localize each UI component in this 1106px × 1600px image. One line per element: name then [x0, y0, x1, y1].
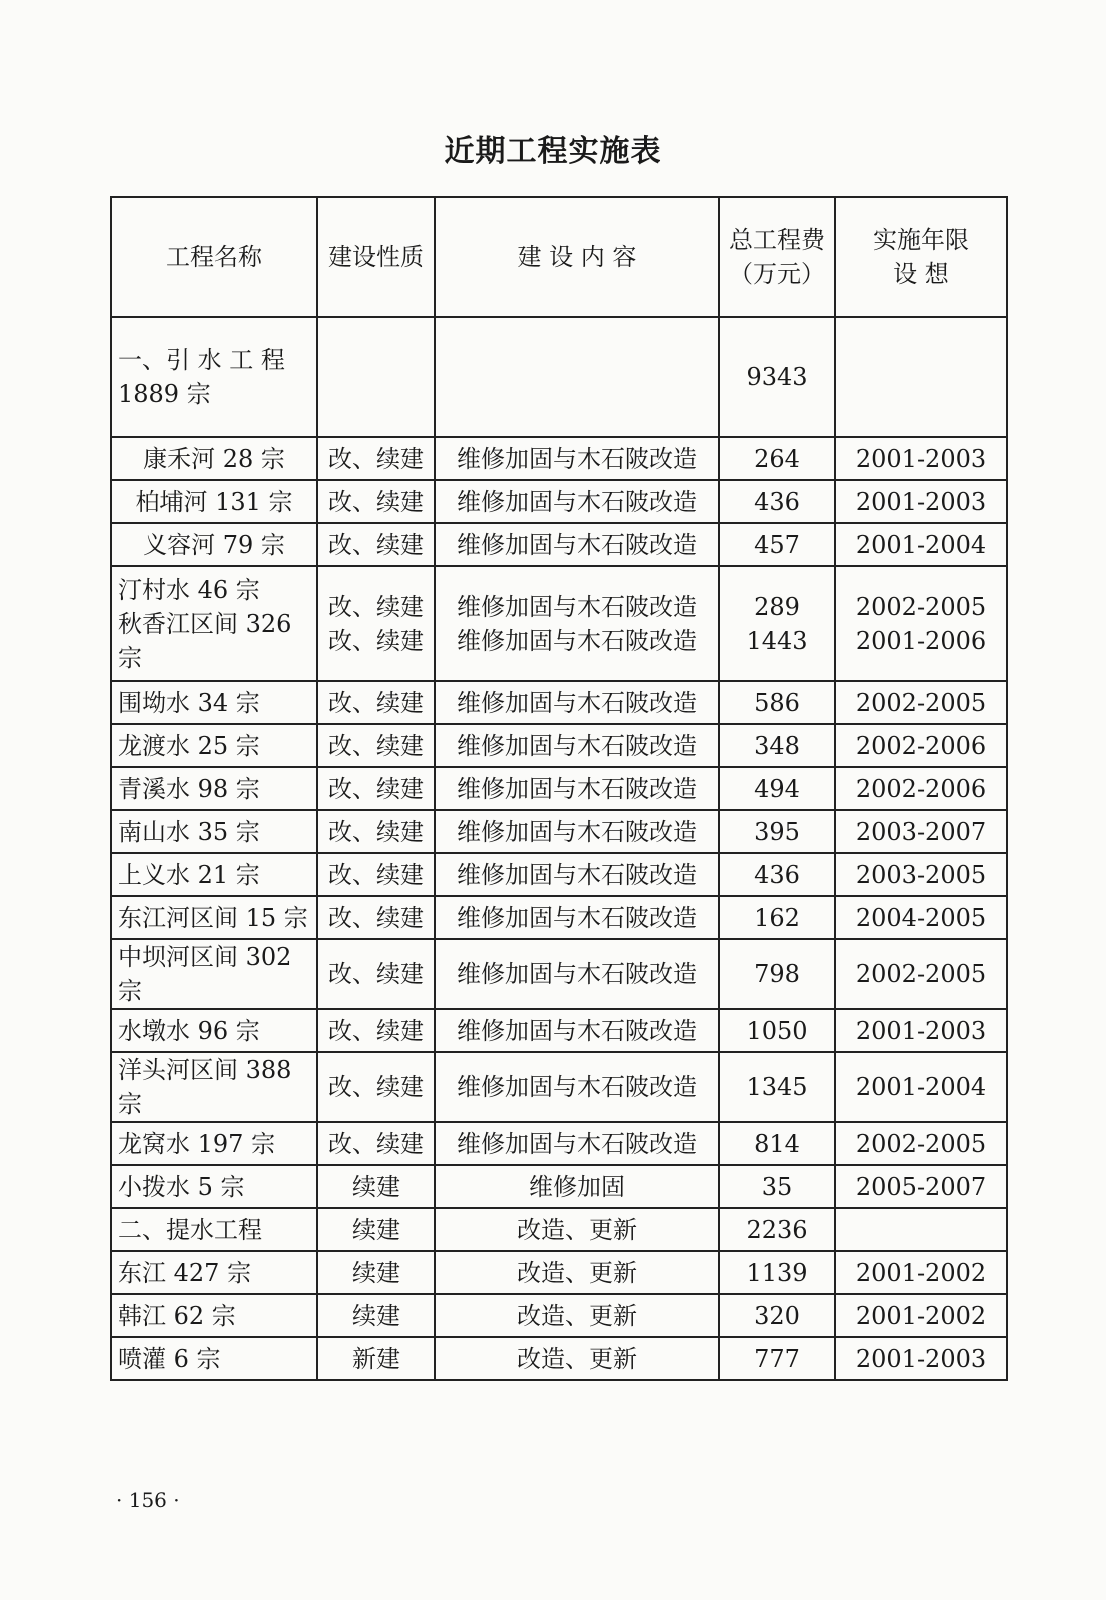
- cell-content: 维修加固与木石陂改造: [435, 681, 719, 724]
- cell-years: 2001-2003: [835, 1009, 1007, 1052]
- cell-years: 2002-2005: [835, 1122, 1007, 1165]
- cell-cost: 494: [719, 767, 835, 810]
- cell-cost: 1345: [719, 1052, 835, 1122]
- cell-nature: 新建: [317, 1337, 435, 1380]
- cell-nature: 改、续建: [317, 724, 435, 767]
- page-number: · 156 ·: [116, 1488, 180, 1512]
- cell-nature: 续建: [317, 1208, 435, 1251]
- cell-content-a: 维修加固与木石陂改造: [457, 592, 697, 621]
- cell-years-a: 2002-2005: [855, 592, 987, 621]
- cell-years-combined: [835, 566, 1007, 681]
- cell-name: 康禾河 28 宗: [111, 437, 317, 480]
- cell-years: 2001-2002: [835, 1251, 1007, 1294]
- section-row-diversion: [111, 317, 1007, 437]
- table-row: [111, 939, 1007, 1009]
- cell-name: 韩江 62 宗: [111, 1294, 317, 1337]
- cell-name: 义容河 79 宗: [111, 523, 317, 566]
- cell-nature: 改、续建: [317, 767, 435, 810]
- cell-cost: 814: [719, 1122, 835, 1165]
- cell-content: 改造、更新: [435, 1337, 719, 1380]
- cell-name: 龙窝水 197 宗: [111, 1122, 317, 1165]
- cell-content-b: 维修加固与木石陂改造: [457, 626, 697, 655]
- cell-nature: 改、续建: [317, 1122, 435, 1165]
- cell-content: 维修加固与木石陂改造: [435, 896, 719, 939]
- section-name: 一、引 水 工 程 1889 宗: [111, 317, 317, 437]
- cell-content: 维修加固与木石陂改造: [435, 1122, 719, 1165]
- cell-years: 2005-2007: [835, 1165, 1007, 1208]
- cell-name: 青溪水 98 宗: [111, 767, 317, 810]
- cell-nature-combined: [317, 566, 435, 681]
- cell-name: 中坝河区间 302 宗: [111, 939, 317, 1009]
- cell-content: 维修加固与木石陂改造: [435, 810, 719, 853]
- cell-years: 2002-2005: [835, 939, 1007, 1009]
- cell-cost: 457: [719, 523, 835, 566]
- cell-years: 2002-2006: [835, 724, 1007, 767]
- cell-cost: 798: [719, 939, 835, 1009]
- cell-nature: 改、续建: [317, 1009, 435, 1052]
- cell-nature: 改、续建: [317, 896, 435, 939]
- cell-content: 维修加固与木石陂改造: [435, 724, 719, 767]
- cell-nature: 续建: [317, 1165, 435, 1208]
- cell-name: 东江河区间 15 宗: [111, 896, 317, 939]
- cell-cost-b: 1443: [746, 626, 808, 655]
- cell-content: 改造、更新: [435, 1294, 719, 1337]
- cell-years: [835, 1208, 1007, 1251]
- cell-content: 改造、更新: [435, 1208, 719, 1251]
- header-cost-line2: （万元）: [729, 260, 825, 288]
- cell-content: 维修加固与木石陂改造: [435, 1052, 719, 1122]
- cell-cost: 586: [719, 681, 835, 724]
- cell-cost: 348: [719, 724, 835, 767]
- cell-name-combined: [111, 566, 317, 681]
- cell-cost-a: 289: [754, 592, 800, 621]
- table-row-combined: [111, 566, 1007, 681]
- cell-cost: 264: [719, 437, 835, 480]
- cell-name: 柏埔河 131 宗: [111, 480, 317, 523]
- cell-nature: 续建: [317, 1251, 435, 1294]
- table-row: [111, 437, 1007, 480]
- cell-years: 2003-2005: [835, 853, 1007, 896]
- cell-cost: 35: [719, 1165, 835, 1208]
- table-row: [111, 1208, 1007, 1251]
- header-years: [835, 197, 1007, 317]
- cell-nature: 改、续建: [317, 853, 435, 896]
- cell-nature: 改、续建: [317, 810, 435, 853]
- header-years-line2: 设 想: [893, 260, 949, 288]
- table-row: [111, 1122, 1007, 1165]
- table-row: [111, 523, 1007, 566]
- cell-content: 维修加固与木石陂改造: [435, 437, 719, 480]
- cell-name: 围坳水 34 宗: [111, 681, 317, 724]
- header-name: 工程名称: [111, 197, 317, 317]
- cell-name: 水墩水 96 宗: [111, 1009, 317, 1052]
- cell-years: 2001-2003: [835, 437, 1007, 480]
- cell-years: 2002-2006: [835, 767, 1007, 810]
- cell-cost: 2236: [719, 1208, 835, 1251]
- table-row: [111, 1052, 1007, 1122]
- cell-name: 南山水 35 宗: [111, 810, 317, 853]
- section-years: [835, 317, 1007, 437]
- cell-nature: 改、续建: [317, 1052, 435, 1122]
- cell-content: 维修加固与木石陂改造: [435, 523, 719, 566]
- cell-years: 2003-2007: [835, 810, 1007, 853]
- header-years-line1: 实施年限: [873, 226, 969, 254]
- cell-nature: 改、续建: [317, 480, 435, 523]
- cell-name: 洋头河区间 388 宗: [111, 1052, 317, 1122]
- cell-content-combined: [435, 566, 719, 681]
- cell-years: 2001-2003: [835, 480, 1007, 523]
- table-row: [111, 810, 1007, 853]
- cell-nature: 改、续建: [317, 939, 435, 1009]
- cell-name: 二、提水工程: [111, 1208, 317, 1251]
- cell-cost: 395: [719, 810, 835, 853]
- table-row: [111, 767, 1007, 810]
- cell-name-b: 秋香江区间 326 宗: [118, 609, 292, 672]
- cell-content: 维修加固与木石陂改造: [435, 480, 719, 523]
- cell-content: 改造、更新: [435, 1251, 719, 1294]
- cell-cost: 436: [719, 480, 835, 523]
- cell-years: 2001-2004: [835, 1052, 1007, 1122]
- cell-cost: 777: [719, 1337, 835, 1380]
- cell-content: 维修加固与木石陂改造: [435, 939, 719, 1009]
- cell-cost: 1139: [719, 1251, 835, 1294]
- cell-years: 2001-2004: [835, 523, 1007, 566]
- cell-cost: 320: [719, 1294, 835, 1337]
- cell-name: 上义水 21 宗: [111, 853, 317, 896]
- table-header-row: [111, 197, 1007, 317]
- cell-name-a: 汀村水 46 宗: [118, 575, 260, 604]
- header-nature: 建设性质: [317, 197, 435, 317]
- cell-name: 小拨水 5 宗: [111, 1165, 317, 1208]
- table-row: [111, 724, 1007, 767]
- section-nature: [317, 317, 435, 437]
- table-row: [111, 1337, 1007, 1380]
- cell-content: 维修加固与木石陂改造: [435, 1009, 719, 1052]
- table-row: [111, 1251, 1007, 1294]
- table-row: [111, 1294, 1007, 1337]
- cell-name: 喷灌 6 宗: [111, 1337, 317, 1380]
- cell-years: 2002-2005: [835, 681, 1007, 724]
- cell-nature-a: 改、续建: [328, 592, 424, 621]
- cell-content: 维修加固: [435, 1165, 719, 1208]
- table-row: [111, 896, 1007, 939]
- header-cost: [719, 197, 835, 317]
- table-row: [111, 480, 1007, 523]
- cell-nature: 改、续建: [317, 523, 435, 566]
- table-row: [111, 853, 1007, 896]
- cell-nature: 改、续建: [317, 681, 435, 724]
- table-row: [111, 681, 1007, 724]
- cell-nature-b: 改、续建: [328, 626, 424, 655]
- cell-name: 东江 427 宗: [111, 1251, 317, 1294]
- cell-content: 维修加固与木石陂改造: [435, 853, 719, 896]
- project-table: [110, 196, 1008, 1381]
- cell-cost: 436: [719, 853, 835, 896]
- header-cost-line1: 总工程费: [729, 226, 825, 254]
- cell-cost: 162: [719, 896, 835, 939]
- section-cost: 9343: [719, 317, 835, 437]
- cell-years: 2004-2005: [835, 896, 1007, 939]
- section-content: [435, 317, 719, 437]
- cell-nature: 续建: [317, 1294, 435, 1337]
- header-content: 建 设 内 容: [435, 197, 719, 317]
- cell-nature: 改、续建: [317, 437, 435, 480]
- page-title: 近期工程实施表: [444, 134, 662, 169]
- cell-cost: 1050: [719, 1009, 835, 1052]
- cell-years-b: 2001-2006: [855, 626, 987, 655]
- cell-name: 龙渡水 25 宗: [111, 724, 317, 767]
- cell-years: 2001-2002: [835, 1294, 1007, 1337]
- cell-cost-combined: [719, 566, 835, 681]
- cell-content: 维修加固与木石陂改造: [435, 767, 719, 810]
- table-row: [111, 1165, 1007, 1208]
- table-row: [111, 1009, 1007, 1052]
- cell-years: 2001-2003: [835, 1337, 1007, 1380]
